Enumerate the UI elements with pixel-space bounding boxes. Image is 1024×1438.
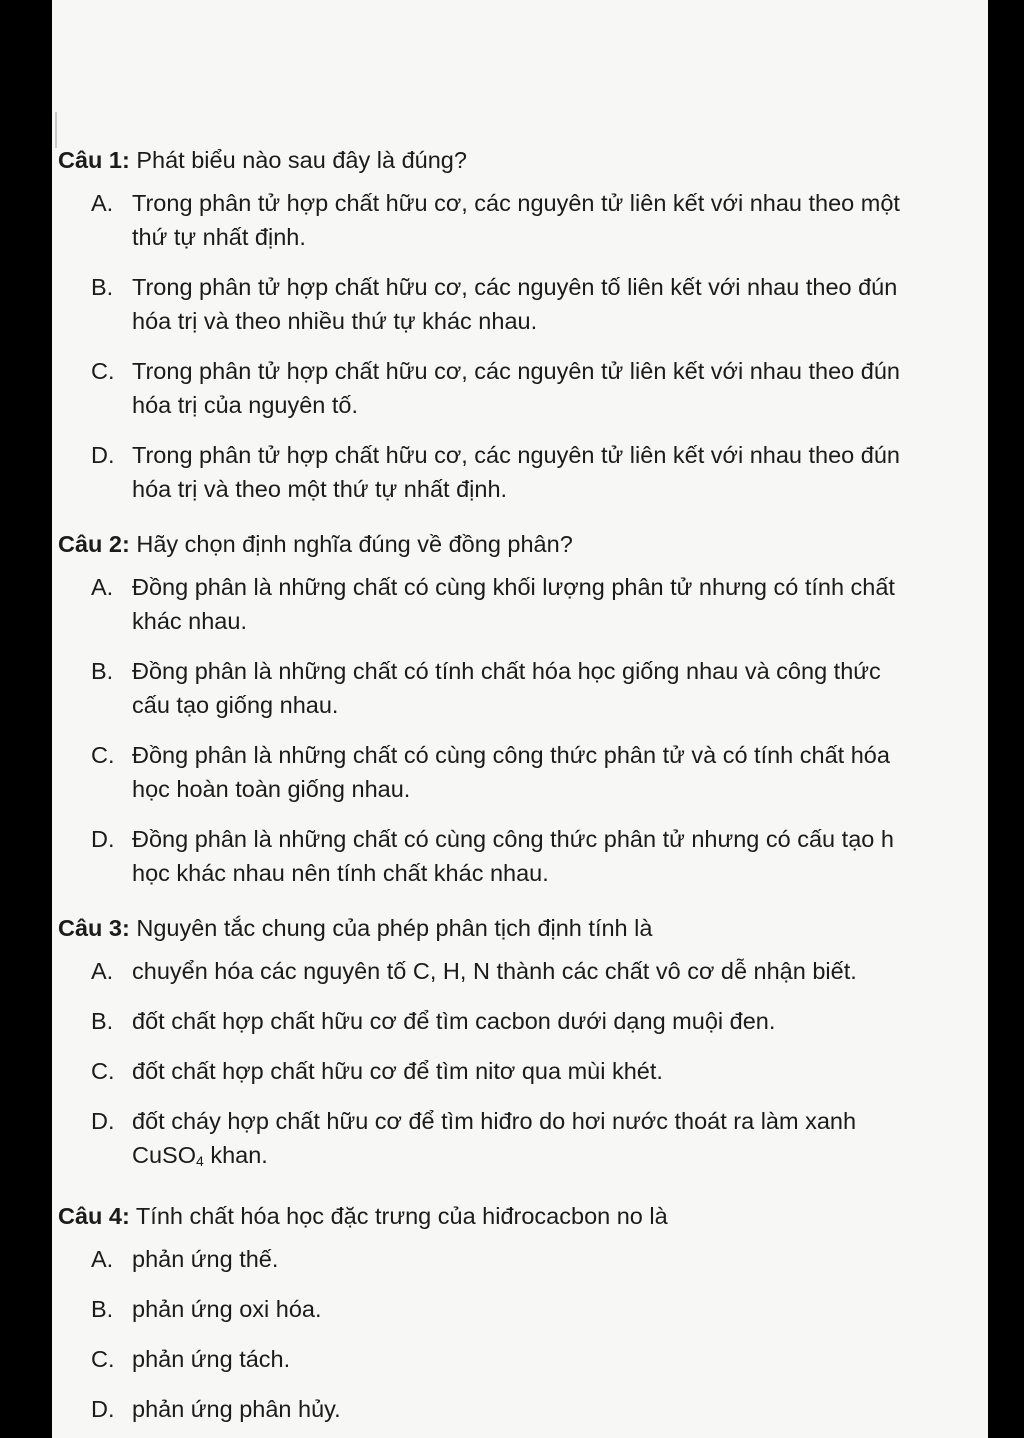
option-letter: C. [91, 1346, 115, 1372]
question-number: Câu 3: [58, 915, 130, 941]
option-text-line: Trong phân tử hợp chất hữu cơ, các nguyên tử liên kết với nhau theo một [132, 190, 900, 216]
question-title [58, 906, 988, 950]
answer-option-a [58, 954, 988, 988]
option-text-line: phản ứng thế. [132, 1246, 279, 1272]
answer-option-d [58, 438, 988, 506]
question-4 [58, 1194, 988, 1426]
answer-option-b [58, 1292, 988, 1326]
option-letter: C. [91, 358, 115, 384]
option-text-line: thứ tự nhất định. [132, 224, 306, 250]
option-text-line: Trong phân tử hợp chất hữu cơ, các nguyên tử liên kết với nhau theo đún [132, 358, 900, 384]
option-letter: A. [91, 574, 114, 600]
option-text-line: hóa trị và theo nhiều thứ tự khác nhau. [132, 308, 538, 334]
answer-option-d [58, 1104, 988, 1178]
answer-option-b [58, 270, 988, 338]
answer-option-b [58, 1004, 988, 1038]
option-letter: C. [91, 1058, 115, 1084]
answer-option-a [58, 1242, 988, 1276]
option-letter: B. [91, 274, 114, 300]
option-text-line: đốt cháy hợp chất hữu cơ để tìm hiđro do hơi nước thoát ra làm xanh [132, 1108, 857, 1134]
option-text-line: Trong phân tử hợp chất hữu cơ, các nguyên tử liên kết với nhau theo đún [132, 442, 900, 468]
question-1 [58, 138, 988, 506]
answer-option-b [58, 654, 988, 722]
option-letter: A. [91, 1246, 114, 1272]
option-text-line: đốt chất hợp chất hữu cơ để tìm cacbon dưới dạng muội đen. [132, 1008, 776, 1034]
option-text-line: Trong phân tử hợp chất hữu cơ, các nguyên tố liên kết với nhau theo đún [132, 274, 898, 300]
option-letter: C. [91, 742, 115, 768]
question-text: Phát biểu nào sau đây là đúng? [129, 147, 467, 173]
option-text-line: đốt chất hợp chất hữu cơ để tìm nitơ qua mùi khét. [132, 1058, 663, 1084]
option-text-line: khác nhau. [132, 608, 247, 634]
question-title [58, 138, 988, 182]
answer-option-c [58, 738, 988, 806]
option-letter: A. [91, 958, 114, 984]
option-letter: D. [91, 442, 115, 468]
option-text-line: cấu tạo giống nhau. [132, 692, 339, 718]
answer-option-a [58, 570, 988, 638]
option-letter: A. [91, 190, 114, 216]
option-text-line: Đồng phân là những chất có cùng công thức phân tử và có tính chất hóa [132, 742, 890, 768]
answer-option-c [58, 1054, 988, 1088]
option-text-line: phản ứng phân hủy. [132, 1396, 341, 1422]
formula-line [132, 1138, 988, 1178]
answer-option-a [58, 186, 988, 254]
formula-subscript: 4 [196, 1153, 204, 1169]
question-2 [58, 522, 988, 890]
option-letter: D. [91, 1108, 115, 1134]
option-text-line: Đồng phân là những chất có tính chất hóa học giống nhau và công thức [132, 658, 881, 684]
option-letter: B. [91, 1296, 114, 1322]
option-text-line: Đồng phân là những chất có cùng khối lượng phân tử nhưng có tính chất [132, 574, 895, 600]
option-letter: B. [91, 1008, 114, 1034]
option-text-line: học hoàn toàn giống nhau. [132, 776, 411, 802]
question-title [58, 1194, 988, 1238]
text-cursor-mark [55, 112, 57, 148]
option-text-line: chuyển hóa các nguyên tố C, H, N thành các chất vô cơ dễ nhận biết. [132, 958, 857, 984]
question-text: Tính chất hóa học đặc trưng của hiđrocacbon no là [129, 1203, 668, 1229]
option-text-line: phản ứng oxi hóa. [132, 1296, 322, 1322]
quiz-content [58, 138, 988, 1438]
option-letter: B. [91, 658, 114, 684]
formula-suffix: khan. [203, 1142, 268, 1168]
formula-base: CuSO [132, 1142, 196, 1168]
answer-option-c [58, 354, 988, 422]
question-text: Nguyên tắc chung của phép phân tịch định tính là [129, 915, 653, 941]
question-number: Câu 2: [58, 531, 130, 557]
option-text-line: hóa trị và theo một thứ tự nhất định. [132, 476, 508, 502]
document-page [52, 0, 988, 1438]
option-text-line: phản ứng tách. [132, 1346, 291, 1372]
question-number: Câu 4: [58, 1203, 130, 1229]
question-title [58, 522, 988, 566]
option-letter: D. [91, 1396, 115, 1422]
option-letter: D. [91, 826, 115, 852]
option-text-line: Đồng phân là những chất có cùng công thức phân tử nhưng có cấu tạo h [132, 826, 894, 852]
question-3 [58, 906, 988, 1178]
option-text-line: học khác nhau nên tính chất khác nhau. [132, 860, 549, 886]
answer-option-c [58, 1342, 988, 1376]
answer-option-d [58, 1392, 988, 1426]
question-text: Hãy chọn định nghĩa đúng về đồng phân? [129, 531, 573, 557]
answer-option-d [58, 822, 988, 890]
option-text-line: hóa trị của nguyên tố. [132, 392, 359, 418]
question-number: Câu 1: [58, 147, 130, 173]
